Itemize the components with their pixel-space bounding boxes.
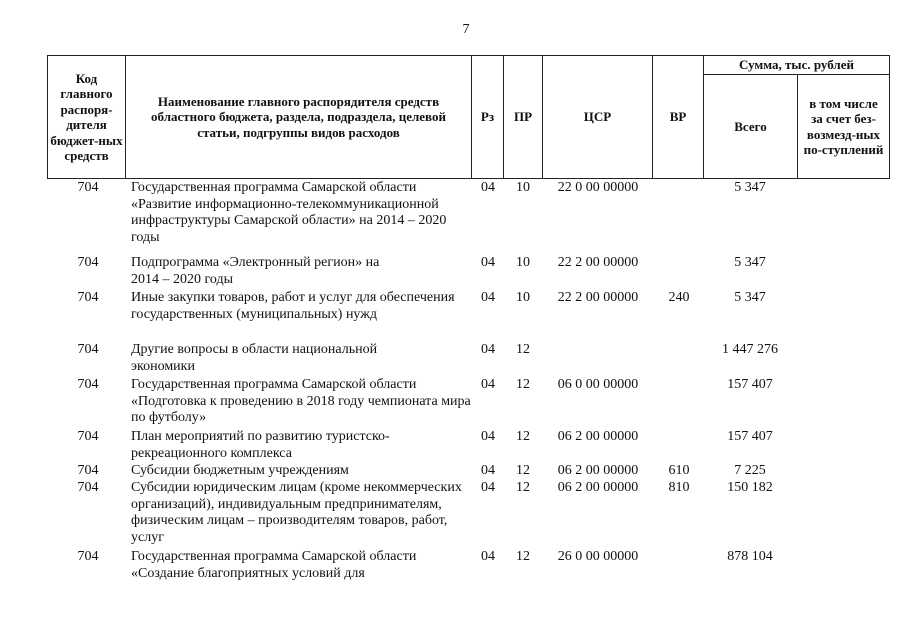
row-pr: 12 [516,377,530,392]
row-vsego: 878 104 [727,549,773,564]
row-rz: 04 [481,429,495,444]
row-vr: 240 [668,290,690,305]
row-name: Государственная программа Самарской области «Подготовка к проведению в 2018 году чемпионата мира по футболу» [131,377,471,425]
row-csr: 06 2 00 00000 [557,480,639,495]
row-vsego: 1 447 276 [722,342,778,357]
row-name: Субсидии юридическим лицам (кроме некоммерческих организаций), индивидуальным предпринимателям, физическим лицам – производителям товаров, работ, услуг [131,480,462,545]
header-csr: ЦСР [542,55,653,179]
row-name: Иные закупки товаров, работ и услуг для обеспечения государственных (муниципальных) нужд [131,290,455,322]
header-rz: Рз [471,55,504,179]
row-kod: 704 [77,290,99,305]
header-summa: Сумма, тыс. рублей [703,55,890,75]
row-kod: 704 [77,549,99,564]
row-rz: 04 [481,377,495,392]
row-name: Подпрограмма «Электронный регион» на 2014 – 2020 годы [131,255,380,287]
row-rz: 04 [481,180,495,195]
row-rz: 04 [481,463,495,478]
row-pr: 10 [516,255,530,270]
row-vsego: 150 182 [727,480,773,495]
header-name: Наименование главного распорядителя средств областного бюджета, раздела, подраздела, целевой статьи, подгруппы видов расходов [125,55,472,179]
row-pr: 12 [516,463,530,478]
row-vr: 810 [668,480,690,495]
row-csr: 26 0 00 00000 [557,549,639,564]
row-kod: 704 [77,377,99,392]
row-name: Государственная программа Самарской области «Создание благоприятных условий для [131,549,417,581]
page-number: 7 [462,22,470,37]
row-name: Субсидии бюджетным учреждениям [131,463,349,478]
row-pr: 12 [516,549,530,564]
row-kod: 704 [77,255,99,270]
header-vr: ВР [652,55,704,179]
row-rz: 04 [481,342,495,357]
row-csr: 06 2 00 00000 [557,463,639,478]
row-kod: 704 [77,342,99,357]
row-vsego: 157 407 [727,377,773,392]
row-csr: 22 2 00 00000 [557,290,639,305]
row-vsego: 5 347 [734,290,766,305]
row-name: План мероприятий по развитию туристско-рекреационного комплекса [131,429,390,461]
row-pr: 12 [516,480,530,495]
header-kod: Код главного распоря-дителя бюджет-ных средств [47,55,126,179]
row-kod: 704 [77,180,99,195]
row-rz: 04 [481,549,495,564]
row-pr: 12 [516,342,530,357]
row-kod: 704 [77,429,99,444]
row-pr: 10 [516,180,530,195]
row-csr: 22 0 00 00000 [557,180,639,195]
header-vsego: Всего [703,74,798,179]
row-vsego: 5 347 [734,255,766,270]
row-csr: 06 2 00 00000 [557,429,639,444]
row-csr: 22 2 00 00000 [557,255,639,270]
row-vsego: 7 225 [734,463,766,478]
row-vr: 610 [668,463,690,478]
row-vsego: 157 407 [727,429,773,444]
row-rz: 04 [481,255,495,270]
row-name: Государственная программа Самарской области «Развитие информационно-телекоммуникационной инфраструктуры Самарской области» на 2014 – 2020 годы [131,180,447,245]
row-kod: 704 [77,463,99,478]
row-vsego: 5 347 [734,180,766,195]
row-rz: 04 [481,480,495,495]
row-csr: 06 0 00 00000 [557,377,639,392]
row-rz: 04 [481,290,495,305]
row-pr: 12 [516,429,530,444]
header-pr: ПР [503,55,543,179]
row-pr: 10 [516,290,530,305]
row-kod: 704 [77,480,99,495]
header-v-tom-chisle: в том числе за счет без-возмезд-ных по-ступлений [797,74,890,179]
row-name: Другие вопросы в области национальной экономики [131,342,378,374]
